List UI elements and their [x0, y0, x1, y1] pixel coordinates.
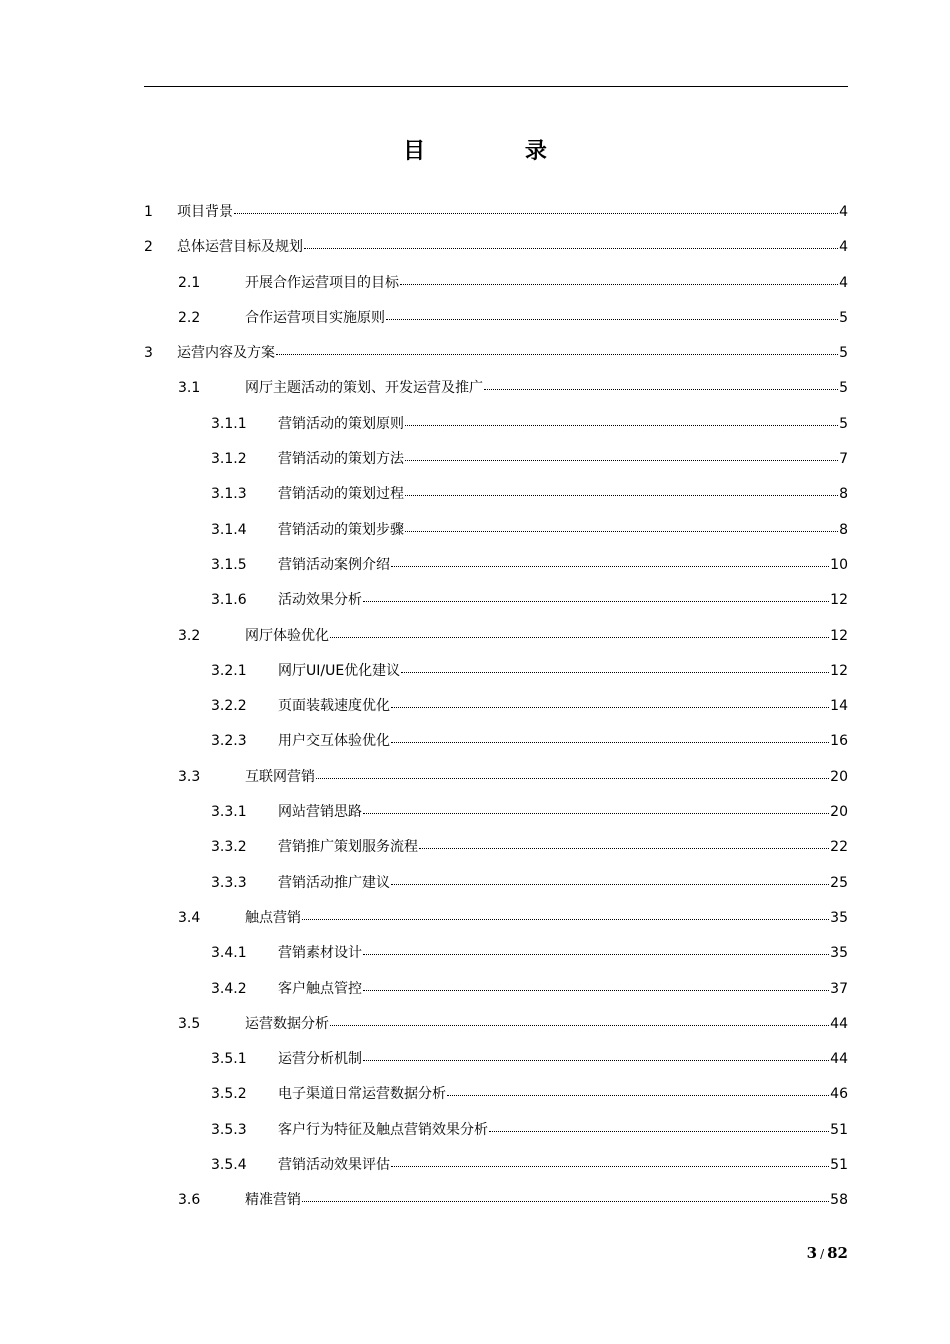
toc-entry-page[interactable]: 14	[830, 698, 848, 715]
toc-entry-line	[278, 591, 848, 609]
toc-entry-page[interactable]: 44	[830, 1051, 848, 1068]
toc-entry[interactable]	[0, 582, 950, 617]
toc-entry[interactable]	[0, 370, 950, 405]
dot-leader	[234, 213, 838, 214]
dot-leader	[391, 742, 829, 743]
toc-entry-number: 2	[144, 239, 153, 256]
toc-entry[interactable]	[0, 723, 950, 758]
dot-leader	[484, 389, 838, 390]
toc-entry-line	[245, 1191, 848, 1209]
dot-leader	[391, 707, 829, 708]
toc-entry-line	[245, 627, 848, 645]
toc-entry[interactable]	[0, 406, 950, 441]
toc-entry-number: 3.1.3	[211, 486, 247, 503]
toc-entry-number: 3.3.3	[211, 874, 247, 891]
toc-entry-page[interactable]: 35	[830, 909, 848, 926]
toc-entry[interactable]	[0, 971, 950, 1006]
toc-entry-title[interactable]: 网厅体验优化	[245, 627, 329, 644]
toc-entry-number: 3.5.2	[211, 1086, 247, 1103]
toc-entry[interactable]	[0, 935, 950, 970]
dot-leader	[304, 248, 838, 249]
toc-entry-title[interactable]: 营销活动推广建议	[278, 874, 390, 891]
dot-leader	[489, 1131, 829, 1132]
toc-entry-line	[177, 203, 848, 221]
toc-entry-number: 3.1.1	[211, 415, 247, 432]
toc-entry-page[interactable]: 5	[839, 309, 848, 326]
dot-leader	[363, 990, 829, 991]
toc-entry-line	[278, 485, 848, 503]
toc-entry-line	[278, 732, 848, 750]
toc-entry-line	[278, 662, 848, 680]
toc-entry[interactable]	[0, 618, 950, 653]
toc-entry[interactable]	[0, 865, 950, 900]
toc-entry-title[interactable]: 营销素材设计	[278, 945, 362, 962]
toc-entry-line	[245, 909, 848, 927]
toc-entry-page[interactable]: 10	[830, 556, 848, 573]
toc-entry[interactable]	[0, 653, 950, 688]
toc-entry-title[interactable]: 精准营销	[245, 1192, 301, 1209]
toc-entry-number: 3.2	[178, 627, 201, 644]
toc-entry[interactable]	[0, 547, 950, 582]
toc-entry-line	[245, 379, 848, 397]
dot-leader	[391, 1166, 829, 1167]
toc-entry-title[interactable]: 营销活动的策划方法	[278, 451, 404, 468]
toc-entry[interactable]	[0, 300, 950, 335]
toc-entry-page[interactable]: 7	[839, 451, 848, 468]
toc-entry-number: 3.2.3	[211, 733, 247, 750]
toc-entry[interactable]	[0, 229, 950, 264]
toc-entry-number: 2.1	[178, 274, 201, 291]
toc-entry[interactable]	[0, 794, 950, 829]
toc-entry-number: 3.2.2	[211, 698, 247, 715]
toc-entry-page[interactable]: 58	[830, 1192, 848, 1209]
toc-entry-line	[245, 1015, 848, 1033]
dot-leader	[363, 954, 829, 955]
dot-leader	[276, 354, 838, 355]
dot-leader	[405, 460, 838, 461]
toc-entry-page[interactable]: 51	[830, 1157, 848, 1174]
toc-entry-number: 3.5.1	[211, 1051, 247, 1068]
toc-entry-page[interactable]: 46	[830, 1086, 848, 1103]
toc-entry[interactable]	[0, 335, 950, 370]
toc-entry-title[interactable]: 页面装载速度优化	[278, 698, 390, 715]
toc-entry-line	[278, 803, 848, 821]
toc-entry-page[interactable]: 35	[830, 945, 848, 962]
toc-entry-page[interactable]: 16	[830, 733, 848, 750]
toc-entry-line	[278, 521, 848, 539]
toc-entry-number: 3.4.2	[211, 980, 247, 997]
dot-leader	[405, 531, 838, 532]
dot-leader	[419, 848, 829, 849]
dot-leader	[405, 425, 838, 426]
toc-entry-line	[278, 1156, 848, 1174]
toc-entry[interactable]	[0, 194, 950, 229]
toc-entry[interactable]	[0, 512, 950, 547]
toc-list	[0, 194, 950, 1218]
toc-entry-number: 3.5.4	[211, 1157, 247, 1174]
toc-entry[interactable]	[0, 900, 950, 935]
toc-entry-title[interactable]: 开展合作运营项目的目标	[245, 274, 399, 291]
toc-entry-line	[245, 274, 848, 292]
toc-entry-number: 3	[144, 345, 153, 362]
toc-entry-line	[278, 980, 848, 998]
toc-entry-number: 3.1.2	[211, 451, 247, 468]
toc-entry-number: 3.5.3	[211, 1121, 247, 1138]
toc-entry-title[interactable]: 总体运营目标及规划	[177, 239, 303, 256]
toc-entry-line	[278, 697, 848, 715]
dot-leader	[386, 319, 838, 320]
toc-entry[interactable]	[0, 265, 950, 300]
toc-entry-number: 3.3.2	[211, 839, 247, 856]
toc-entry-number: 3.3	[178, 768, 201, 785]
toc-title: 目 录	[403, 138, 593, 164]
toc-entry[interactable]	[0, 688, 950, 723]
toc-entry-page[interactable]: 8	[839, 486, 848, 503]
toc-entry-number: 3.4.1	[211, 945, 247, 962]
toc-entry-page[interactable]: 5	[839, 380, 848, 397]
toc-entry-page[interactable]: 22	[830, 839, 848, 856]
toc-entry-number: 3.3.1	[211, 804, 247, 821]
toc-entry-number: 1	[144, 204, 153, 220]
page-number	[807, 1244, 848, 1262]
toc-entry[interactable]	[0, 1112, 950, 1147]
toc-entry-page[interactable]: 5	[839, 345, 848, 362]
dot-leader	[405, 495, 838, 496]
dot-leader	[330, 637, 829, 638]
toc-entry-number: 3.2.1	[211, 662, 247, 679]
toc-entry-number: 3.1	[178, 380, 201, 397]
toc-entry-page[interactable]: 37	[830, 980, 848, 997]
toc-entry-title[interactable]: 营销推广策划服务流程	[278, 839, 418, 856]
toc-entry-line	[278, 874, 848, 892]
toc-entry-line	[278, 1085, 848, 1103]
toc-entry[interactable]	[0, 1076, 950, 1111]
toc-entry-page[interactable]: 12	[830, 627, 848, 644]
toc-entry-page[interactable]: 4	[839, 204, 848, 220]
toc-entry-title[interactable]: 客户行为特征及触点营销效果分析	[278, 1121, 488, 1138]
toc-entry[interactable]	[0, 759, 950, 794]
dot-leader	[391, 566, 829, 567]
dot-leader	[400, 284, 838, 285]
toc-entry-number: 3.1.6	[211, 592, 247, 609]
toc-entry-number: 3.1.4	[211, 521, 247, 538]
dot-leader	[363, 813, 829, 814]
toc-entry-line	[278, 1050, 848, 1068]
toc-entry-page[interactable]: 20	[830, 804, 848, 821]
dot-leader	[302, 1201, 829, 1202]
toc-entry-line	[278, 415, 848, 433]
toc-entry-title[interactable]: 营销活动案例介绍	[278, 556, 390, 573]
dot-leader	[330, 1025, 829, 1026]
toc-entry-number: 2.2	[178, 309, 201, 326]
toc-entry-page[interactable]: 20	[830, 768, 848, 785]
toc-entry[interactable]	[0, 829, 950, 864]
toc-entry-line	[278, 1121, 848, 1139]
toc-entry-title[interactable]: 运营数据分析	[245, 1015, 329, 1032]
toc-entry[interactable]	[0, 1041, 950, 1076]
toc-entry[interactable]	[0, 1006, 950, 1041]
toc-entry-title[interactable]: 用户交互体验优化	[278, 733, 390, 750]
toc-entry-page[interactable]: 12	[830, 592, 848, 609]
dot-leader	[363, 601, 829, 602]
toc-entry-title[interactable]: 网厅主题活动的策划、开发运营及推广	[245, 380, 483, 397]
toc-entry-page[interactable]: 51	[830, 1121, 848, 1138]
toc-entry-title[interactable]: 电子渠道日常运营数据分析	[278, 1086, 446, 1103]
toc-entry-number: 3.4	[178, 909, 201, 926]
toc-entry-title[interactable]: 运营内容及方案	[177, 345, 275, 362]
toc-entry-number: 3.5	[178, 1015, 201, 1032]
toc-entry-line	[245, 768, 848, 786]
toc-entry-number: 3.6	[178, 1192, 201, 1209]
toc-entry-title[interactable]: 合作运营项目实施原则	[245, 309, 385, 326]
toc-entry-page[interactable]: 4	[839, 239, 848, 256]
toc-entry-page[interactable]: 5	[839, 415, 848, 432]
toc-entry-title[interactable]: 客户触点管控	[278, 980, 362, 997]
dot-leader	[391, 884, 829, 885]
toc-entry-title[interactable]: 网厅UI/UE优化建议	[278, 662, 401, 679]
toc-entry[interactable]	[0, 441, 950, 476]
dot-leader	[316, 778, 829, 779]
toc-entry-title[interactable]: 互联网营销	[245, 768, 315, 785]
toc-entry-title[interactable]: 营销活动的策划步骤	[278, 521, 404, 538]
current-page: 3	[806, 1244, 818, 1262]
toc-entry-title[interactable]: 触点营销	[245, 909, 301, 926]
toc-entry-title[interactable]: 网站营销思路	[278, 804, 362, 821]
toc-entry[interactable]	[0, 1182, 950, 1217]
toc-entry[interactable]	[0, 1147, 950, 1182]
toc-entry-line	[278, 838, 848, 856]
toc-entry-line	[177, 238, 848, 256]
dot-leader	[302, 919, 829, 920]
toc-entry[interactable]	[0, 476, 950, 511]
total-pages: 82	[827, 1244, 848, 1262]
toc-entry-number: 3.1.5	[211, 556, 247, 573]
toc-entry-title[interactable]: 运营分析机制	[278, 1051, 362, 1068]
toc-entry-title[interactable]: 活动效果分析	[278, 592, 362, 609]
toc-entry-title[interactable]: 营销活动的策划原则	[278, 415, 404, 432]
toc-entry-page[interactable]: 44	[830, 1015, 848, 1032]
toc-entry-line	[177, 344, 848, 362]
toc-entry-line	[245, 309, 848, 327]
toc-entry-line	[278, 556, 848, 574]
toc-entry-line	[278, 944, 848, 962]
toc-entry-title[interactable]: 营销活动效果评估	[278, 1157, 390, 1174]
header-rule	[144, 86, 848, 87]
toc-entry-title[interactable]: 营销活动的策划过程	[278, 486, 404, 503]
dot-leader	[401, 672, 829, 673]
toc-entry-page[interactable]: 8	[839, 521, 848, 538]
toc-entry-page[interactable]: 25	[830, 874, 848, 891]
toc-entry-page[interactable]: 12	[830, 662, 848, 679]
toc-entry-page[interactable]: 4	[839, 274, 848, 291]
toc-entry-line	[278, 450, 848, 468]
dot-leader	[363, 1060, 829, 1061]
page-separator: /	[820, 1247, 825, 1261]
dot-leader	[447, 1095, 829, 1096]
toc-entry-title[interactable]: 项目背景	[177, 204, 233, 220]
